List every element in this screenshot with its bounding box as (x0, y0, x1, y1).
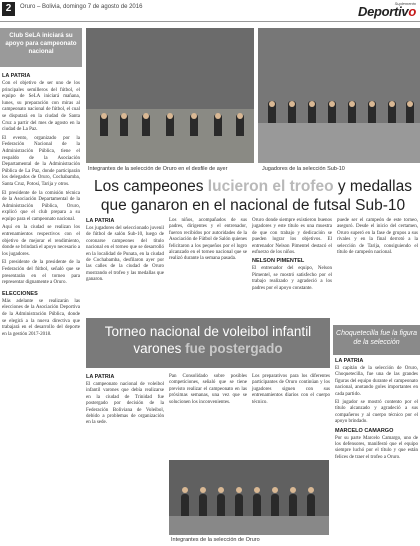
team-photo-caption: Jugadores de la selección Sub-10 (262, 166, 345, 172)
volleyball-col3: Los preparativos para los diferentes participantes de Oruro continúan y los jugadores siguen con sus entrenamientos diarios con el cuerpo técnico. (252, 374, 330, 405)
volleyball-team-photo (169, 460, 329, 535)
left-article-body: Con el objetivo de ser uno de los principales semilleros del fútbol, el equipo de SeLA iniciará mañana, lunes, su preparación con miras al campeonato nacional de fútbol, el cual se disputará en la ciudad de Santa Cruz a partir del mes de agosto en la ciudad de La Paz. El evento, organizado por la Federación Nacional de la Administración Pública, tiene el respaldo de la Asociación Departamental de la Administración Pública de La Paz, donde participarán los delegados de Oruro, Cochabamba, Santa Cruz, Potosí, Tarija y otros. El presidente de la comisión técnica de la Asociación Departamental de la Administración Pública, Oruro, explicó que el club prepara a su equipo para el campeonato nacional. Aquí en la ciudad se realizan los entrenamientos respectivos con el objetivo de mejorar el rendimiento, donde se brindará el apoyo necesario a los jugadores. El presidente de la presidente de la Federación del fútbol, señaló que se presentarán en el torneo para representar dignamente a Oruro. (2, 81, 80, 286)
left-subheading: ELECCIONES (2, 290, 38, 297)
volleyball-col1: LA PATRIA El campeonato nacional de voleibol infantil varones que debía realizarse en la ciudad de Trinidad fue postergado por decisión de la Federación Boliviana de Voleibol, debido a problemas de organización en la sede. (86, 374, 164, 426)
volleyball-headline-box: Torneo nacional de voleibol infantil varones fue postergado (86, 318, 330, 368)
volleyball-col2: Pan Consolidado sobre posibles competiciones, señaló que se tiene previsto realizar el campeonato en las próximas semanas, una vez que se solucionen los inconvenientes. (169, 374, 247, 405)
article1-col3: Oruro donde siempre existieron buenos jugadores y este título es una muestra de que con trabajo y dedicación se pueden lograr los objetivos. El entrenador Nelson Pimentel destacó el esfuerzo de los niños. NELSON PIMENTEL El entrenador del equipo, Nelson Pimentel, se mostró satisfecho por el trabajo realizado y agradeció a los padres por el apoyo constante. (252, 218, 332, 291)
article1-col1: LA PATRIA Los jugadores del seleccionado juvenil de fútbol de salón Sub-10, luego de coronarse campeones del título nacional en el torneo que se desarrolló en la localidad de Punata, en la ciudad de Cochabamba, desfilaron ayer por las calles de la ciudad de Oruro mostrando el trofeo y las medallas que ganaron. (86, 218, 164, 283)
article1-col4: puede ser el campeón de este torneo, aseguró. Desde el inicio del certamen, Oruro superó en la fase de grupos a sus rivales y en la final derrotó a la selección de Tarija, consiguiendo el título de campeón nacional. (337, 218, 418, 256)
right-sidebar-body: LA PATRIA El capitán de la selección de Oruro, Choquetecilla, fue una de las grandes figuras del equipo durante el campeonato nacional, anotando goles importantes en cada partido. El jugador se mostró contento por el título alcanzado y agradeció a sus compañeros y al cuerpo técnico por el apoyo brindado. MARCELO CAMARGO Por su parte Marcelo Camargo, uno de los defensores, manifestó que el equipo siempre luchó por el título y que están felices de traer el trofeo a Oruro. (335, 358, 418, 460)
left-column (0, 28, 82, 546)
left-section-label: LA PATRIA (2, 73, 31, 79)
logo-supertitle: Suplemento (394, 1, 416, 6)
supplement-logo (340, 1, 416, 19)
main-headline: Los campeones lucieron el trofeo y medallas que ganaron en el nacional de futsal Sub-10 (94, 178, 412, 214)
volleyball-photo-caption: Integrantes de la selección de Oruro (171, 537, 260, 543)
parade-photo-caption: Integrantes de la selección de Oruro en el desfile de ayer (88, 166, 228, 172)
page-header (0, 0, 420, 22)
parade-photo (86, 28, 254, 163)
dateline: Oruro – Bolivia, domingo 7 de agosto de 2016 (20, 4, 143, 10)
left-headline-box: Club SeLA iniciará su apoyo para campeonato nacional (0, 28, 82, 67)
team-photo (258, 28, 420, 163)
right-sidebar (333, 325, 420, 466)
logo-brand: Deportivo (358, 4, 416, 19)
page-number: 2 (2, 2, 15, 16)
article1-col2: Los niños, acompañados de sus padres, dirigentes y el entrenador, fueron recibidos por autoridades de la Asociación de Fútbol de Salón quienes felicitaron a los pequeños por el logro alcanzado en el torneo nacional que se realizó durante la semana pasada. (169, 218, 247, 262)
left-article-body-2: Más adelante se realizarán las elecciones de la Asociación Deportiva de la Administración Pública, donde se elegirá a la nueva directiva que trabajará en el desarrollo del deporte en la gestión 2017-2018. (2, 298, 80, 337)
right-sidebar-title: Choquetecilla fue la figura de la selección (333, 325, 420, 355)
